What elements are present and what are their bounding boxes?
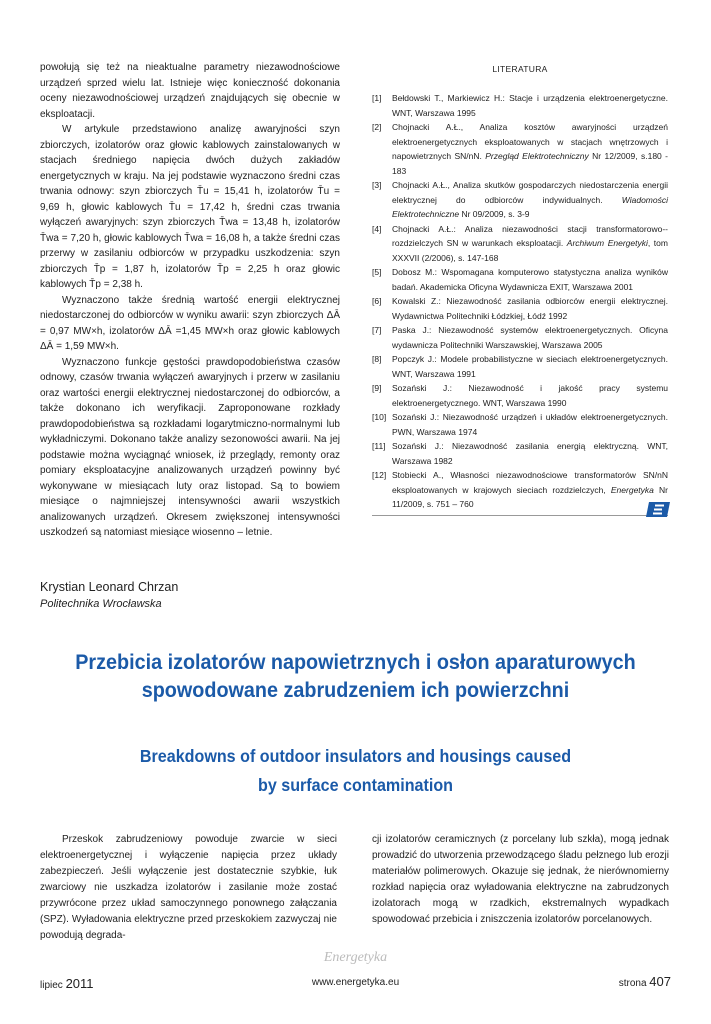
title-en-line: Breakdowns of outdoor insulators and housings caused xyxy=(139,746,572,766)
literature-divider xyxy=(372,515,668,516)
body-paragraph: Wyznaczono także średnią wartość energii elektrycznej niedostarczonej do odbiorców w wyniku awarii: szyn zbiorczych ΔĀ = 0,97 MW×h, izolatorów ΔĀ =1,45 MW×h oraz głowic kablowych ΔĀ = 1,59 MW×h. xyxy=(40,294,340,352)
reference-text xyxy=(392,381,668,410)
body-text-left-column xyxy=(40,60,340,541)
reference-item xyxy=(372,294,668,323)
title-en-line: by surface contamination xyxy=(257,775,454,795)
reference-text-main: Chojnacki A.Ł.: Analiza niezawodności stacji transformatorowo--rozdzielczych SN w warunkach eksploatacji. xyxy=(392,223,668,248)
footer-page xyxy=(619,974,671,989)
reference-item xyxy=(372,178,668,222)
reference-number: [9] xyxy=(372,383,382,393)
reference-item xyxy=(372,352,668,381)
reference-text xyxy=(392,265,668,294)
reference-source-title: Wiadomości Elektrotechniczne xyxy=(392,194,668,219)
reference-text-main: Chojnacki A.Ł., Analiza kosztów awaryjności urządzeń elektroenergetycznych eksploatowanych w stacjach wnętrzowych i napowietrznych SN/nN. xyxy=(392,122,668,161)
reference-number: [1] xyxy=(372,93,382,103)
article-title-english xyxy=(47,742,664,800)
reference-text xyxy=(392,439,668,468)
reference-text xyxy=(392,91,668,120)
reference-source-title: Archiwum Energetyki xyxy=(566,238,648,248)
author-name: Krystian Leonard Chrzan xyxy=(40,580,179,594)
reference-number: [4] xyxy=(372,223,382,234)
body-paragraph: W artykule przedstawiono analizę awaryjności szyn zbiorczych, izolatorów oraz głowic kablowych zainstalowanych w stacjach średniego napięcia dwóch dużych zakładów energetycznych w kraju. Na jej podstawie wyznaczono średni czas trwania odnowy: szyn zbiorczych T̄u = 15,41 h, izolatorów T̄u = 9,69 h, głowic kablowych T̄u = 17,42 h, średni czas trwania wyłączeń awaryjnych: szyn zbiorczych T̄wa = 13,48 h, izolatorów T̄wa = 7,20 h, głowic kablowych T̄wa = 16,08 h, a także średni czas przerwy w zasilaniu odbiorców w przypadku uszkodzenia: szyn zbiorczych T̄p = 1,87 h, izolatorów T̄p = 2,25 h oraz głowic kablowych T̄p = 2,38 h. xyxy=(40,124,340,290)
reference-text xyxy=(392,294,668,323)
title-pl-line: spowodowane zabrudzeniem ich powierzchni xyxy=(141,678,570,702)
reference-text-main: Sozański J.: Niezawodność i jakość pracy systemu elektroenergetycznego. WNT, Warszawa 1990 xyxy=(392,383,668,408)
footer-month: lipiec xyxy=(40,980,63,991)
reference-item xyxy=(372,410,668,439)
footer-url[interactable]: www.energetyka.eu xyxy=(311,977,400,988)
reference-item xyxy=(372,265,668,294)
reference-item xyxy=(372,381,668,410)
energetyka-e-logo-icon xyxy=(646,502,670,517)
reference-text xyxy=(392,178,668,222)
reference-text xyxy=(392,410,668,439)
abstract-right: cji izolatorów ceramicznych (z porcelany lub szkła), mogą jednak prowadzić do utworzenia przewodzącego śladu pełznego lub erozji materiałów polimerowych. Okazuje się jednak, że nierównomierny rozkład napięcia oraz wyładowania elektryczne na zabrudzonych izolatorach mogą w rzadkich, ekstremalnych wypadkach spowodować przebicia i zniszczenia izolatorów porcelanowych. xyxy=(372,834,669,925)
reference-text-main: Stobiecki A., Własności niezawodnościowe transformatorów SN/nN eksploatowanych w krajowych sieciach rozdzielczych, xyxy=(392,470,668,495)
reference-number: [8] xyxy=(372,354,382,364)
body-paragraph: powołują się też na nieaktualne parametry niezawodnościowe urządzeń sprzed wielu lat. Istnieje więc konieczność dokonania oceny niezawodnościowej urządzeń znajdujących się obecnie w eksploatacji. xyxy=(40,62,340,120)
reference-text xyxy=(392,120,668,178)
reference-text-tail: Nr 11/2009, s. 751 – 760 xyxy=(392,484,668,509)
reference-source-title: Przegląd Elektrotechniczny xyxy=(485,151,589,161)
body-paragraph: Wyznaczono funkcje gęstości prawdopodobieństwa czasów odnowy, czasów trwania wyłączeń awaryjnych i przerw w zasilaniu oraz wartości energii elektrycznej niedostarczonej do odbiorców, a także dokonano ich weryfikacji. Zaproponowane rozkłady prawdopodobieństwa są rozkładami logarytmiczno-normalnymi lub wykładniczymi. Dokonano także analizy sezonowości awarii. Na jej podstawie można wyciągnąć wniosek, iż przeglądy, remonty oraz pomiary eksploatacyjne analizowanych urządzeń powinny być wykonywane w miesiącach luty oraz listopad. Są to bowiem miesiące o najmniejszej intensywności awarii wszystkich analizowanych urządzeń. Okresem zwiększonej intensywności uszkodzeń są natomiast miesiące wiosenno – letnie. xyxy=(40,356,340,538)
reference-number: [11] xyxy=(372,441,386,451)
reference-item xyxy=(372,439,668,468)
reference-number: [7] xyxy=(372,325,382,335)
reference-text-main: Kowalski Z.: Niezawodność zasilania odbiorców energii elektrycznej. Wydawnictwa Politechniki Łódzkiej, Łódź 1992 xyxy=(392,296,668,321)
reference-number: [5] xyxy=(372,267,382,277)
literature-section xyxy=(372,60,668,512)
author-affiliation: Politechnika Wrocławska xyxy=(40,598,162,610)
reference-text-main: Sozański J.: Niezawodność urządzeń i układów elektroenergetycznych. PWN, Warszawa 1974 xyxy=(392,412,668,437)
footer-page-label: strona xyxy=(618,978,647,989)
reference-text-main: Paska J.: Niezawodność systemów elektroenergetycznych. Oficyna wydawnicza Politechniki Warszawskiej, Warszawa 2005 xyxy=(392,325,668,350)
reference-text-main: Dobosz M.: Wspomagana komputerowo statystyczna analiza wyników badań. Akademicka Oficyna Wydawnicza EXIT, Warszawa 2001 xyxy=(392,267,668,292)
reference-list xyxy=(372,91,668,512)
reference-text-main: Chojnacki A.Ł., Analiza skutków gospodarczych niedostarczenia energii elektrycznej do odbiorców indywidualnych. xyxy=(392,180,668,205)
reference-text xyxy=(392,468,668,512)
reference-number: [12] xyxy=(372,470,387,480)
reference-number: [10] xyxy=(372,412,387,422)
reference-text-tail: , tom XXXVII (2/2006), s. 147-168 xyxy=(392,238,668,263)
reference-text-tail: Nr 09/2009, s. 3-9 xyxy=(459,209,530,219)
reference-source-title: Energetyka xyxy=(610,484,654,495)
energetyka-watermark-logo: Energetyka xyxy=(323,950,388,965)
reference-number: [3] xyxy=(372,180,382,190)
reference-item xyxy=(372,222,668,266)
footer-page-number: 407 xyxy=(649,974,671,989)
reference-item xyxy=(372,323,668,352)
reference-text xyxy=(392,222,668,266)
reference-text-main: Popczyk J.: Modele probabilistyczne w sieciach elektroenergetycznych. WNT, Warszawa 1991 xyxy=(392,354,668,379)
reference-number: [6] xyxy=(372,296,382,306)
literature-heading: LITERATURA xyxy=(492,64,548,74)
reference-number: [2] xyxy=(372,122,382,132)
reference-text xyxy=(392,352,668,381)
title-pl-line: Przebicia izolatorów napowietrznych i osłon aparaturowych xyxy=(75,650,636,674)
reference-text-main: Sozański J.: Niezawodność zasilania energią elektryczną. WNT, Warszawa 1982 xyxy=(392,441,668,466)
footer-year: 2011 xyxy=(65,976,94,991)
reference-item xyxy=(372,91,668,120)
reference-text xyxy=(392,323,668,352)
reference-item xyxy=(372,120,668,178)
article-title-polish xyxy=(47,648,664,704)
reference-text-main: Bełdowski T., Markiewicz H.: Stacje i urządzenia elektroenergetyczne. WNT, Warszawa 1995 xyxy=(392,93,668,118)
reference-item xyxy=(372,468,668,512)
reference-text-tail: Nr 12/2009, s.180 - 183 xyxy=(392,151,668,176)
abstract-left: Przeskok zabrudzeniowy powoduje zwarcie w sieci elektroenergetycznej i wyłączenie napięcia przez układy zabezpieczeń. Jeśli wyłączenie jest dostatecznie szybkie, łuk zwarciowy nie uszkadza izolatorów i zasilanie może zostać przywrócone przez układ samoczynnego ponownego załączania (SPZ). Wyładowania elektryczne przed przeskokiem zazwyczaj nie powodują degrada- xyxy=(40,834,337,941)
